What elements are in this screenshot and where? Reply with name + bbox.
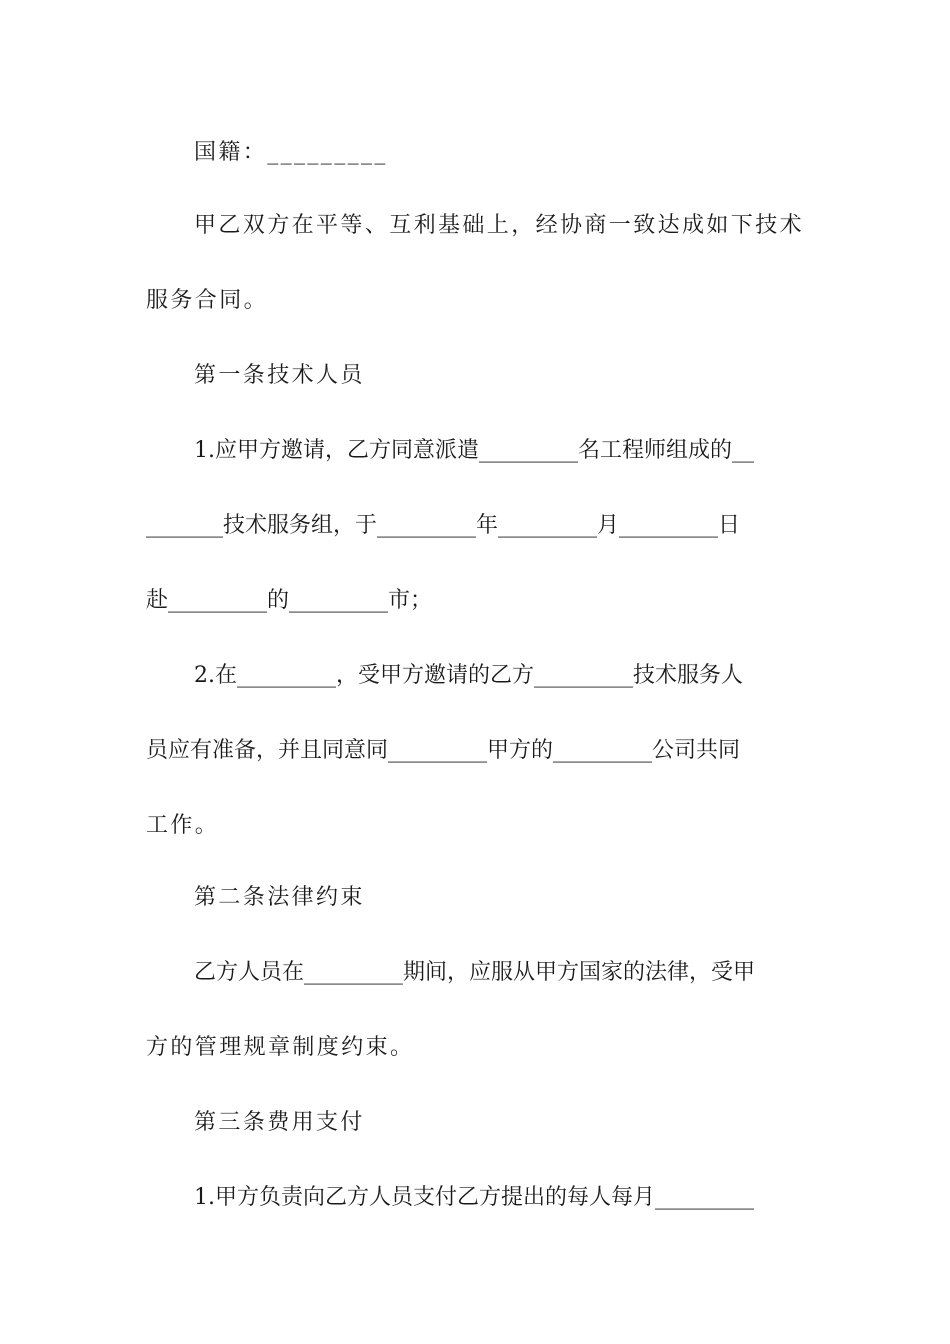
article-1-clause-1-line-2: _______技术服务组，于_________年_________月_________日 xyxy=(146,513,741,538)
preamble-line-2: 服务合同。 xyxy=(146,288,269,313)
article-2-text-line-1: 乙方人员在_________期间，应服从甲方国家的法律，受甲 xyxy=(194,960,756,985)
article-2-text-line-2: 方的管理规章制度约束。 xyxy=(146,1035,415,1060)
article-2-heading: 第二条法律约束 xyxy=(194,885,365,910)
article-1-clause-2-line-3: 工作。 xyxy=(146,813,220,838)
preamble-line-1: 甲乙双方在平等、互利基础上，经协商一致达成如下技术 xyxy=(194,213,805,238)
article-1-clause-1-line-3: 赴_________的_________市； xyxy=(146,588,433,613)
article-1-clause-2-line-2: 员应有准备，并且同意同_________甲方的_________公司共同 xyxy=(146,738,741,763)
article-3-heading: 第三条费用支付 xyxy=(194,1110,365,1135)
article-3-clause-1-line-1: 1.甲方负责向乙方人员支付乙方提出的每人每月_________ xyxy=(194,1185,754,1210)
article-1-clause-1-line-1: 1.应甲方邀请，乙方同意派遣_________名工程师组成的__ xyxy=(194,438,754,463)
article-1-heading: 第一条技术人员 xyxy=(194,363,365,388)
nationality-line: 国籍：_________ xyxy=(194,140,388,165)
article-1-clause-2-line-1: 2.在_________，受甲方邀请的乙方_________技术服务人 xyxy=(194,663,743,688)
